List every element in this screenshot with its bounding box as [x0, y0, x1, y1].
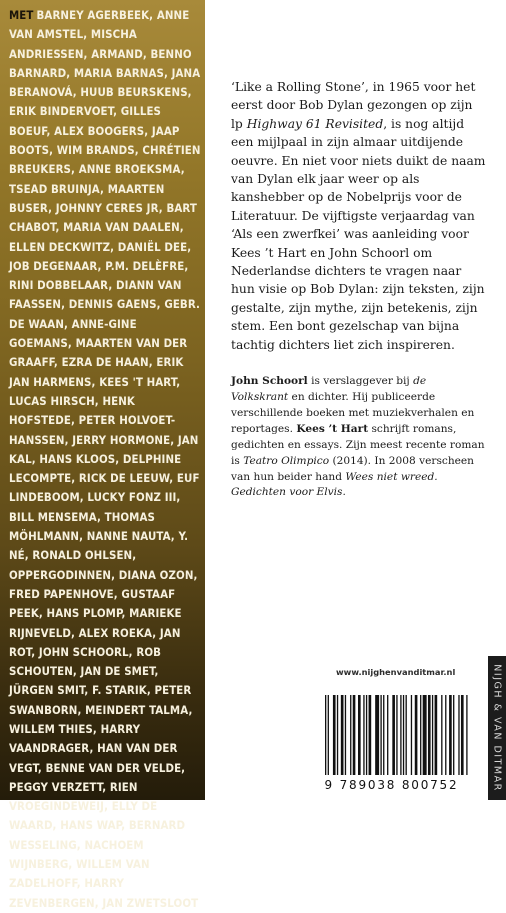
bio-text-part: is verslaggever bij [307, 375, 414, 388]
barcode-bar [453, 695, 454, 775]
barcode-bar [396, 695, 397, 775]
barcode-bar [400, 695, 401, 775]
author-name-schoorl: John Schoorl [231, 375, 308, 388]
bio-text-part: en dichter. Hij publiceerde verschillende boeken met muziekverhalen en reportages. [231, 391, 475, 435]
blurb-text-part: , is nog altijd een mijlpaal in zijn almaar uitdijende oeuvre. En niet voor niets duikt de naam van Dylan elk jaar weer op als kanshebber op de Nobelprijs voor de Literatuur. De vijftigste verjaardag van ‘Als een zwerfkei’ was aanleiding voor Kees ’t Hart en John Schoorl om Nederlandse dichters te vragen naar hun visie op Bob Dylan: zijn teksten, zijn gestalte, zijn mythe, zijn betekenis, zijn stem. Een bont gezelschap van bijna tachtig dichters liet zich inspireren. [231, 116, 486, 352]
barcode-bar [341, 695, 344, 775]
bio-text-part: (2014). In 2008 verscheen van hun beider hand [231, 454, 474, 483]
novel-title: Teatro Olimpico [243, 454, 330, 467]
barcode-bar [383, 695, 384, 775]
contributors-lead: MET [9, 8, 34, 22]
barcode-bar [380, 695, 381, 775]
barcode-bar [432, 695, 433, 775]
publisher-url: www.nijghenvanditmar.nl [336, 667, 456, 677]
barcode-bar [363, 695, 364, 775]
contributors-list [9, 6, 201, 913]
album-title: Highway 61 Revisited [246, 116, 384, 131]
barcode-bar [345, 695, 346, 775]
barcode-bar [375, 695, 379, 775]
contributors-panel [0, 0, 205, 910]
publisher-spine-text: NIJGH & VAN DITMAR [491, 664, 503, 792]
barcode-bar [353, 695, 356, 775]
barcode-bar [406, 695, 407, 775]
barcode-bar [328, 695, 329, 775]
barcode-bar [458, 695, 459, 775]
barcode-bar [403, 695, 404, 775]
barcode-bar [333, 695, 336, 775]
barcode-bar [369, 695, 372, 775]
barcode-bar [449, 695, 452, 775]
contributor-names: BARNEY AGERBEEK, ANNE VAN AMSTEL, MISCHA ANDRIESSEN, ARMAND, BENNO BARNARD, MARIA BARNAS, JANA BERANOVÁ, HUUB BEURSKENS, ERIK BINDERVOET, GILLES BOEUF, ALEX BOOGERS, JAAP BOOTS, WIM BRANDS, CHRÉTIEN BREUKERS, ANNE BROEKSMA, TSEAD BRUINJA, MAARTEN BUSER, JOHNNY CERES JR, BART CHABOT, MARIA VAN DAALEN, ELLEN DECKWITZ, DANIËL DEE, JOB DEGENAAR, P.M. DELÈFRE, RINI DOBBELAAR, DIANN VAN FAASSEN, DENNIS GAENS, GEBR. DE WAAN, ANNE-GINE GOEMANS, MAARTEN VAN DER GRAAFF, EZRA DE HAAN, ERIK JAN HARMENS, KEES 'T HART, LUCAS HIRSCH, HENK HOFSTEDE, PETER HOLVOET-HANSSEN, JERRY HORMONE, JAN KAL, HANS KLOOS, DELPHINE LECOMPTE, RICK DE LEEUW, EUF LINDEBOOM, LUCKY FONZ III, BILL MENSEMA, THOMAS MÖHLMANN, NANNE NAUTA, Y. NÉ, RONALD OHLSEN, OPPERGODINNEN, DIANA OZON, FRED PAPENHOVE, GUSTAAF PEEK, HANS PLOMP, MARIEKE RIJNEVELD, ALEX ROEKA, JAN ROT, JOHN SCHOORL, ROB SCHOUTEN, JAN DE SMET, JÜRGEN SMIT, F. STARIK, PETER SWANBORN, MEINDERT TALMA, WILLEM THIES, HARRY VAANDRAGER, HAN VAN DER VEGT, BENNE VAN DER VELDE, PEGGY VERZETT, RIEN VROEGINDEWEIJ, ELLY DE WAARD, HANS WAP, BERNARD WESSELING, NACHOEM WIJNBERG, WILLEM VAN ZADELHOFF, HARRY ZEVENBERGEN, JAN ZWETSLOOT [9, 8, 201, 910]
back-cover-text [231, 78, 486, 501]
barcode-bar [387, 695, 388, 775]
barcode-bar [366, 695, 367, 775]
barcode-bar [445, 695, 446, 775]
author-name-hart: Kees ’t Hart [296, 422, 369, 435]
blurb-paragraph [231, 78, 486, 354]
barcode-bar [466, 695, 467, 775]
barcode-bar [358, 695, 361, 775]
blurb-text-part: ‘Like a Rolling Stone’, in 1965 voor het eerst door Bob Dylan gezongen op zijn lp [231, 80, 476, 131]
barcode-bar [441, 695, 442, 775]
barcode-bar [392, 695, 395, 775]
bio-text-part: . [342, 486, 346, 499]
isbn-barcode [313, 691, 470, 797]
barcode-graphic [313, 691, 470, 779]
barcode-bar [337, 695, 338, 775]
isbn-number: 9 789038 800752 [324, 778, 459, 792]
barcode-bar [325, 695, 326, 775]
barcode-bar [415, 695, 418, 775]
barcode-bar [435, 695, 438, 775]
barcode-bar [428, 695, 431, 775]
joint-book-title: Wees niet wreed. Gedichten voor Elvis [231, 470, 438, 499]
barcode-bar [350, 695, 351, 775]
bio-text-part: schrijft romans, gedichten en essays. Zijn meest recente roman is [231, 422, 485, 467]
newspaper-name: de Volkskrant [231, 375, 427, 403]
barcode-bar [411, 695, 412, 775]
barcode-bar [461, 695, 464, 775]
author-bio-paragraph [231, 374, 486, 501]
barcode-bar [423, 695, 427, 775]
barcode-bar [420, 695, 421, 775]
